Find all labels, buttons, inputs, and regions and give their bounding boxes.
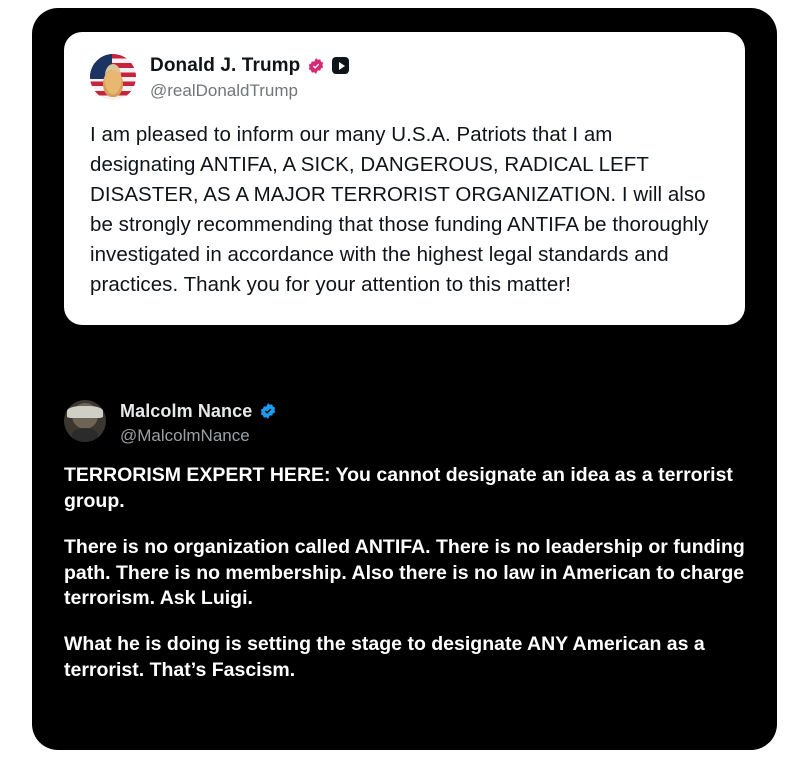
reply-text bbox=[64, 463, 764, 684]
author-block bbox=[150, 54, 349, 102]
author-name-row bbox=[150, 55, 349, 77]
reply-paragraph: There is no organization called ANTIFA. There is no leadership or funding path. There is no membership. Also there is no law in American to charge terrorism. Ask Luigi. bbox=[64, 535, 745, 610]
author-block bbox=[120, 400, 277, 447]
quoted-tweet-text: I am pleased to inform our many U.S.A. Patriots that I am designating ANTIFA, A SICK, DANGEROUS, RADICAL LEFT DISASTER, AS A MAJOR TERRORIST ORGANIZATION. I will also be strongly recommending that those funding ANTIFA be thoroughly investigated in accordance with the highest legal standards and practices. Thank you for your attention to this matter! bbox=[90, 122, 709, 296]
reply-paragraph: TERRORISM EXPERT HERE: You cannot designate an idea as a terrorist group. bbox=[64, 463, 733, 512]
reply-header bbox=[64, 400, 764, 447]
avatar[interactable] bbox=[90, 54, 136, 100]
author-display-name[interactable]: Malcolm Nance bbox=[120, 401, 253, 421]
avatar[interactable] bbox=[64, 400, 106, 442]
post-container bbox=[32, 8, 777, 750]
affiliate-play-icon[interactable] bbox=[332, 57, 349, 74]
author-handle[interactable]: @MalcolmNance bbox=[120, 425, 250, 445]
reply-paragraph: What he is doing is setting the stage to designate ANY American as a terrorist. That’s Fascism. bbox=[64, 633, 705, 682]
verified-check-icon bbox=[259, 402, 277, 420]
quoted-tweet-header bbox=[90, 54, 719, 102]
quoted-tweet-card[interactable] bbox=[64, 32, 745, 325]
author-handle[interactable]: @realDonaldTrump bbox=[150, 80, 298, 100]
verified-check-icon bbox=[307, 57, 325, 75]
author-name-row bbox=[120, 401, 277, 422]
author-display-name[interactable]: Donald J. Trump bbox=[150, 55, 301, 76]
reply-post bbox=[64, 400, 764, 684]
